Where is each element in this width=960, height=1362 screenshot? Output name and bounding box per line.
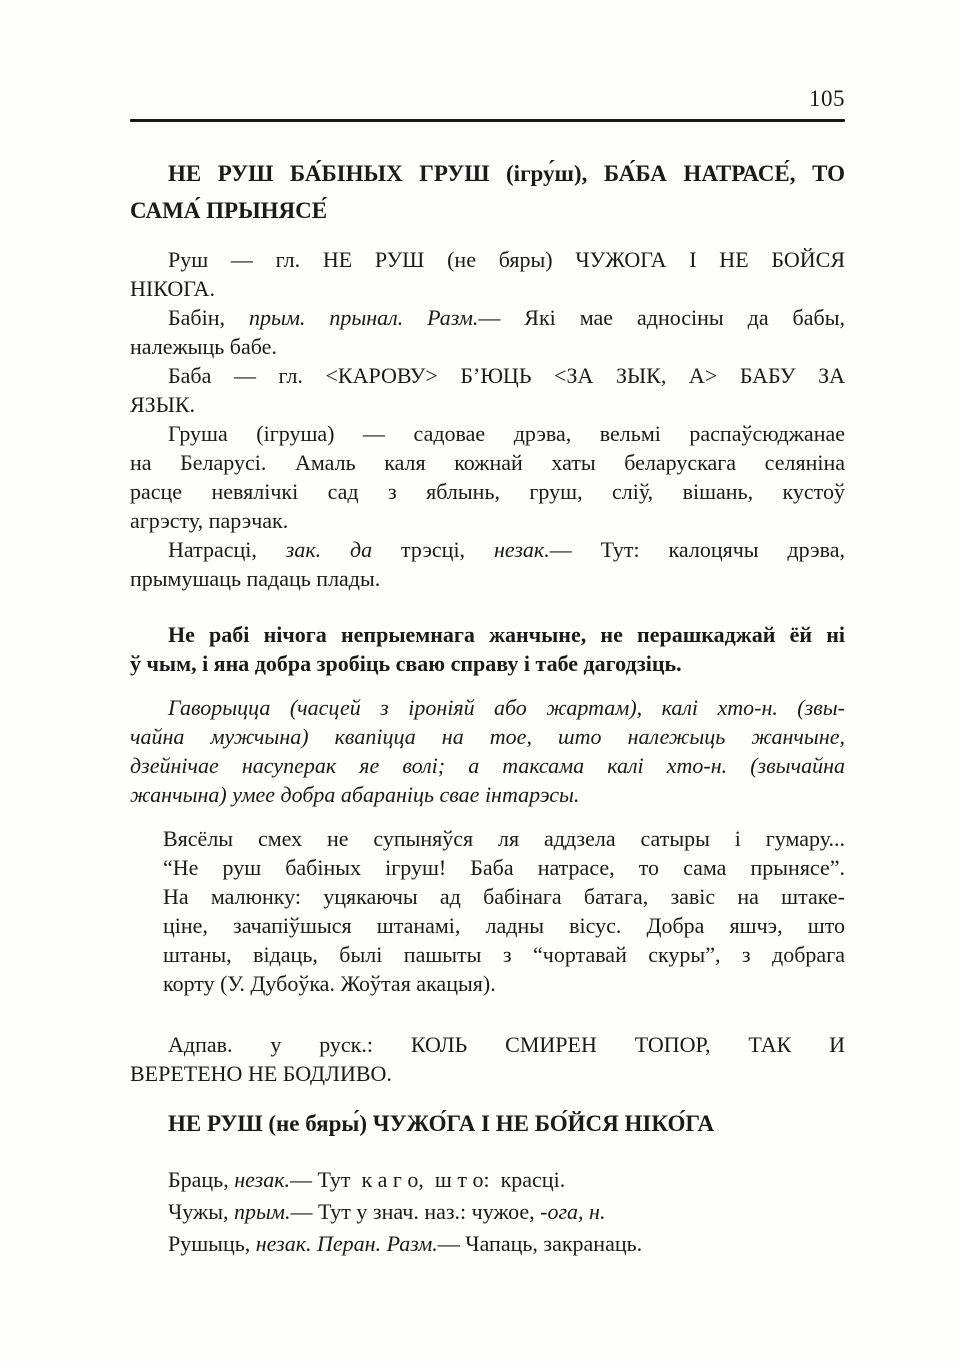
text-segment: НЕ РУШ (не бяры́) ЧУЖО́ГА І НЕ БО́ЙСЯ НІКО́ГА <box>168 1111 715 1136</box>
gloss-chuzhy <box>130 1196 845 1228</box>
text-line <box>130 1059 845 1088</box>
gloss-babin <box>130 303 845 361</box>
text-line <box>130 1164 845 1196</box>
text-segment: прымушаць падаць плады. <box>130 566 381 591</box>
text-segment: “Не руш бабіных ігруш! Баба натрасе, то сама прынясе”. <box>163 855 845 880</box>
text-segment: — Тут у знач. наз.: чужое, <box>290 1199 541 1224</box>
text-segment: ЯЗЫК. <box>130 392 196 417</box>
text-line <box>130 332 845 361</box>
text-segment: — Тут к а г о, ш т о: красці. <box>289 1167 566 1192</box>
text-line <box>130 192 845 229</box>
headword-heading-2 <box>130 1105 845 1142</box>
text-segment: незак. Перан. Разм. <box>255 1231 438 1256</box>
text-line <box>163 969 845 998</box>
gloss-brats <box>130 1164 845 1196</box>
text-segment: Не рабі нічога непрыемнага жанчыне, не перашкаджай ёй ні <box>168 622 845 647</box>
text-segment: Вясёлы смех не супыняўся ля аддзела сатыры і гумару... <box>163 826 845 851</box>
text-segment: НІКОГА. <box>130 276 215 301</box>
text-segment: Натрасці, <box>168 537 286 562</box>
gloss-grusha <box>130 419 845 535</box>
text-line <box>163 940 845 969</box>
header-rule <box>130 119 845 122</box>
text-line <box>130 361 845 390</box>
text-line <box>130 1030 845 1059</box>
page-body <box>130 155 845 1260</box>
text-segment: На малюнку: уцякаючы ад бабінага батага, завіс на штаке- <box>163 884 845 909</box>
text-segment: -ога, н. <box>540 1199 606 1224</box>
text-line <box>130 419 845 448</box>
text-line <box>163 824 845 853</box>
page-number: 105 <box>809 86 845 111</box>
text-segment: дзейнічае насуперак яе волі; а таксама калі хто-н. (звычайна <box>130 753 845 778</box>
gloss-baba <box>130 361 845 419</box>
text-segment: корту (У. Дубоўка. Жоўтая акацыя). <box>163 971 496 996</box>
text-segment: жанчына) умее добра абараніць свае інтарэсы. <box>130 782 580 807</box>
gloss-rushyts <box>130 1228 845 1260</box>
text-line <box>130 649 845 678</box>
text-segment: САМА́ ПРЫНЯСЕ́ <box>130 198 328 223</box>
text-segment: незак. <box>234 1167 290 1192</box>
text-segment: ВЕРЕТЕНО НЕ БОДЛИВО. <box>130 1061 392 1086</box>
text-segment: Чужы, <box>168 1199 234 1224</box>
text-line <box>130 1228 845 1260</box>
text-line <box>130 448 845 477</box>
text-segment: на Беларусі. Амаль каля кожнай хаты беларускага селяніна <box>130 450 845 475</box>
page-header <box>130 86 845 112</box>
text-line <box>130 780 845 809</box>
text-segment: ціне, зачапіўшыся штанамі, ладны вісус. Добра яшчэ, што <box>163 913 845 938</box>
text-segment: Груша (ігруша) — садовае дрэва, вельмі распаўсюджанае <box>168 421 845 446</box>
text-segment: незак. <box>493 537 550 562</box>
text-line <box>130 693 845 722</box>
text-segment: Рушыць, <box>168 1231 256 1256</box>
text-segment: трэсці, <box>372 537 494 562</box>
text-line <box>130 477 845 506</box>
text-segment: Руш — гл. НЕ РУШ (не бяры) ЧУЖОГА І НЕ БОЙСЯ <box>168 247 845 272</box>
text-line <box>130 245 845 274</box>
text-segment: Баба — гл. <КАРОВУ> Б’ЮЦЬ <ЗА ЗЫК, А> БАБУ ЗА <box>168 363 845 388</box>
text-line <box>130 390 845 419</box>
text-segment: агрэсту, парэчак. <box>130 508 289 533</box>
text-segment: расце невялічкі сад з яблынь, груш, сліў, вішань, кустоў <box>130 479 845 504</box>
meaning-paragraph <box>130 620 845 678</box>
usage-note <box>130 693 845 809</box>
text-segment: НЕ РУШ БА́БІНЫХ ГРУШ (ігру́ш), БА́БА НАТРАСЕ́, ТО <box>168 161 845 186</box>
text-line <box>163 882 845 911</box>
text-line <box>163 853 845 882</box>
text-segment: Гаворыцца (часцей з іроніяй або жартам), калі хто-н. (звы- <box>168 695 845 720</box>
text-line <box>130 303 845 332</box>
text-segment: належыць бабе. <box>130 334 277 359</box>
gloss-rush <box>130 245 845 303</box>
text-segment: зак. да <box>285 537 373 562</box>
text-line <box>163 911 845 940</box>
text-line <box>130 620 845 649</box>
text-line <box>130 722 845 751</box>
text-line <box>130 535 845 564</box>
text-segment: — Які мае адносіны да бабы, <box>478 305 845 330</box>
text-line <box>130 506 845 535</box>
text-segment: — Чапаць, закранаць. <box>437 1231 643 1256</box>
text-segment: Адпав. у руск.: КОЛЬ СМИРЕН ТОПОР, ТАК И <box>168 1032 845 1057</box>
text-segment: штаны, відаць, былі пашыты з “чортавай скуры”, з добрага <box>163 942 845 967</box>
text-line <box>130 155 845 192</box>
text-segment: Браць, <box>168 1167 235 1192</box>
text-segment: ў чым, і яна добра зробіць сваю справу і табе дагодзіць. <box>130 651 682 676</box>
text-segment: чайна мужчына) квапіцца на тое, што належыць жанчыне, <box>130 724 845 749</box>
headword-heading <box>130 155 845 229</box>
russian-equivalent <box>130 1030 845 1088</box>
text-line <box>130 564 845 593</box>
text-line <box>130 751 845 780</box>
text-line <box>130 274 845 303</box>
text-segment: Бабін, <box>168 305 249 330</box>
text-segment: прым. <box>234 1199 291 1224</box>
text-segment: — Тут: калоцячы дрэва, <box>549 537 845 562</box>
text-line <box>130 1196 845 1228</box>
text-segment: прым. прынал. Разм. <box>248 305 479 330</box>
gloss-natrastsi <box>130 535 845 593</box>
text-line <box>130 1105 845 1142</box>
citation-quote <box>163 824 845 998</box>
